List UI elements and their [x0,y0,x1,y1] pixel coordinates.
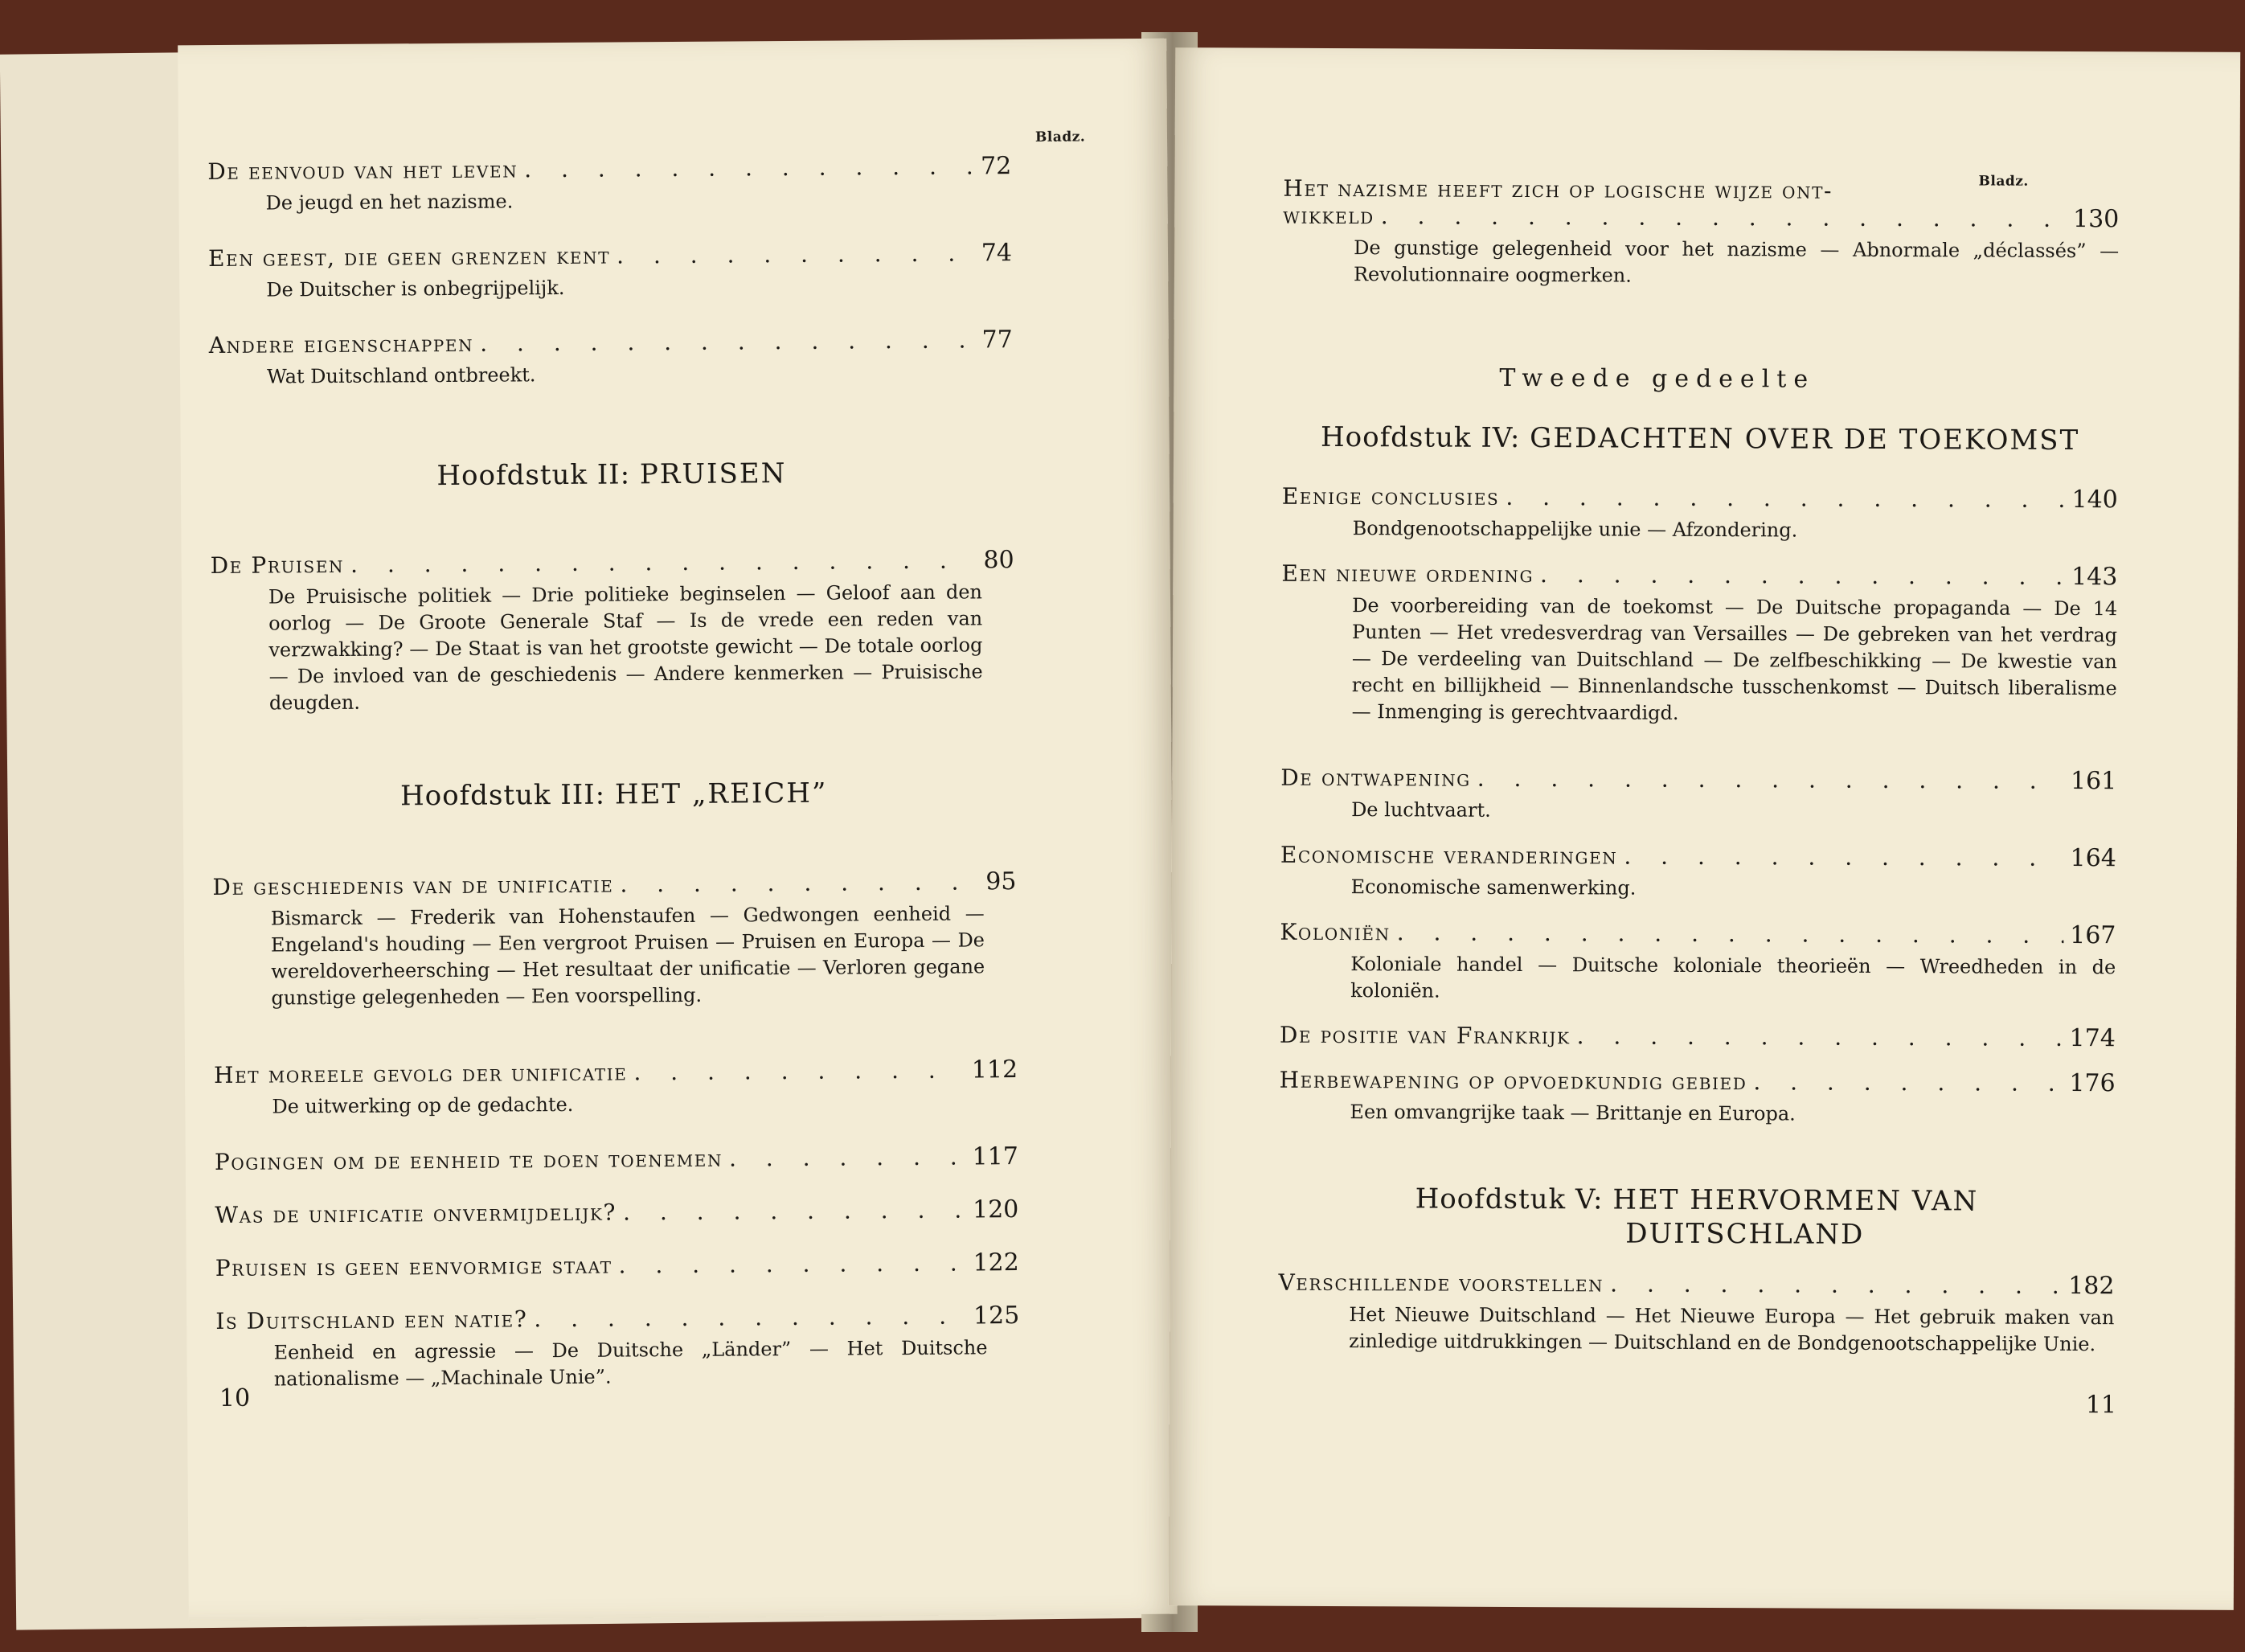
entry-page: 140 [2071,485,2118,514]
leader-dots [1540,561,2065,590]
leader-dots [729,1144,966,1172]
entry-page: 161 [2070,766,2117,796]
leader-dots [1477,765,2064,794]
toc-entry[interactable] [209,326,1013,391]
toc-entry[interactable] [1280,1021,2116,1053]
entry-page: 167 [2070,920,2116,950]
chapter-label: Hoofdstuk III: [399,778,606,813]
entry-summary: Wat Duitschland ontbreekt. [266,363,536,388]
entry-title-continued: wikkeld [1283,202,1374,230]
leader-dots [617,240,975,269]
chapter-label: Hoofdstuk IV: [1320,420,1521,454]
leader-dots [350,547,977,577]
chapter-label: Hoofdstuk II: [436,458,631,493]
leader-dots [534,1303,967,1333]
entry-summary: De gunstige gelegenheid voor het nazisme — Abnormale „déclassés” — Revolutionnaire oogmerken. [1353,236,2120,287]
part-title: Tweede gedeelte [1499,363,1816,394]
toc-entry[interactable] [208,239,1012,304]
entry-title: Pruisen is geen eenvormige staat [215,1252,612,1282]
entry-page: 77 [981,326,1013,355]
entry-summary: Koloniale handel — Duitsche koloniale theorieën — Wreedheden in de koloniën. [1350,953,2116,1002]
entry-title: Herbewapening op opvoedkundig gebied [1279,1066,1747,1096]
entry-title: Koloniën [1280,918,1391,946]
entry-page: 112 [971,1056,1018,1084]
chapter-heading [212,776,1016,814]
leader-dots [1381,203,2067,232]
entry-title: Economische veranderingen [1280,841,1618,870]
toc-entry[interactable] [207,152,1011,217]
entry-page: 80 [983,546,1014,575]
leader-dots [480,326,976,356]
entry-title: Verschillende voorstellen [1278,1269,1604,1297]
bladz-label: Bladz. [1034,129,1086,146]
entry-title: Het moreele gevolg der unificatie [214,1059,628,1089]
right-page [1169,47,2240,1610]
toc-entry[interactable] [215,1142,1018,1176]
entry-page: 122 [973,1248,1019,1277]
leader-dots [1506,484,2065,513]
leader-dots [623,1197,966,1226]
chapter-heading [1279,1182,2115,1253]
toc-entry[interactable] [215,1302,1020,1393]
toc-entry[interactable] [1280,918,2116,1008]
entry-summary: De luchtvaart. [1351,798,1491,822]
toc-entry[interactable] [215,1248,1019,1282]
toc-entry[interactable] [212,867,1017,1012]
page-number: 10 [219,1383,251,1412]
chapter-title: HET HERVORMEN VAN [1612,1183,1979,1218]
entry-title: Een nieuwe ordening [1281,560,1534,588]
left-page [178,39,1178,1621]
toc-entry[interactable] [1281,560,2118,729]
entry-page: 130 [2072,204,2120,234]
leader-dots [1397,919,2064,949]
leader-dots [1610,1270,2062,1298]
leader-dots [524,153,974,182]
entry-summary: Eenheid en agressie — De Duitsche „Länder” — Het Duitsche nationalisme — „Machinale Unie”. [273,1336,988,1391]
entry-page: 143 [2071,562,2118,592]
entry-summary: Een omvangrijke taak — Brittanje en Europa. [1350,1101,1796,1125]
toc-entry[interactable] [1278,1269,2114,1359]
entry-page: 125 [973,1302,1020,1330]
chapter-title: HET „REICH” [614,777,828,811]
entry-page: 74 [981,239,1013,268]
entry-summary: De Pruisische politiek — Drie politieke beginselen — Geloof aan den oorlog — De Groote Generale Staf — Is de vrede een reden van verzwakking? — De Staat is van het grootste gewicht — De totale oorlog — De invloed van de geschiedenis — Andere kenmerken — Pruisische deugden. [268,580,983,715]
entry-page: 174 [2069,1023,2116,1053]
leader-dots [1624,843,2063,871]
entry-summary: Bondgenootschappelijke unie — Afzondering. [1352,517,1798,542]
leader-dots [1753,1068,2063,1097]
chapter-label: Hoofdstuk V: [1415,1183,1604,1216]
entry-page: 176 [2069,1068,2116,1098]
toc-entry[interactable] [214,1056,1018,1121]
entry-title: De positie van Frankrijk [1279,1021,1571,1050]
entry-title: Is Duitschland een natie? [215,1306,528,1335]
entry-summary: De voorbereiding van de toekomst — De Duitsche propaganda — De 14 Punten — Het vredesverdrag van Versailles — De gebreken van het verdrag — De verdeeling van Duitschland — De zelfbeschikking — De kwestie van recht en billijkheid — Binnenlandsche tusschenkomst — Duitsch liberalisme — Inmenging is gerechtvaardigd. [1351,594,2118,724]
leader-dots [1577,1023,2063,1051]
entry-title: Andere eigenschappen [208,330,474,359]
chapter-heading [210,456,1014,494]
entry-title: Was de unificatie onvermijdelijk? [215,1199,617,1229]
entry-title: De ontwapening [1280,764,1471,792]
toc-entry[interactable] [1280,841,2116,904]
entry-summary: Economische samenwerking. [1350,875,1637,900]
toc-entry[interactable] [1282,482,2118,546]
entry-page: 95 [985,867,1017,896]
entry-title: De geschiedenis van de unificatie [212,871,614,901]
chapter-title-continued: DUITSCHLAND [1625,1217,1865,1251]
entry-summary: Bismarck — Frederik van Hohenstaufen — Gedwongen eenheid — Engeland's houding — Een vergroot Pruisen — Pruisen en Europa — De wereldoverheersching — Het resultaat der unificatie — Verloren gegane gunstige gelegenheden — Een voorspelling. [270,902,985,1010]
entry-title: Het nazisme heeft zich op logische wijze ont- [1283,174,1833,204]
entry-title: Pogingen om de eenheid te doen toenemen [214,1145,723,1176]
leader-dots [620,868,979,897]
entry-title: De Pruisen [210,551,345,580]
toc-entry[interactable] [1283,175,2120,292]
entry-title: De eenvoud van het leven [207,156,518,186]
entry-page: 164 [2070,843,2116,873]
page-number: 11 [2085,1391,2117,1420]
entry-page: 182 [2068,1271,2115,1301]
toc-entry[interactable] [215,1195,1018,1229]
leader-dots [618,1250,966,1279]
toc-entry[interactable] [211,546,1015,717]
chapter-title: GEDACHTEN OVER DE TOEKOMST [1530,422,2080,457]
entry-page: 120 [972,1195,1019,1224]
entry-summary: Het Nieuwe Duitschland — Het Nieuwe Europa — Het gebruik maken van zinledige uitdrukkingen — Duitschland en de Bondgenootschappelijke Unie. [1349,1303,2115,1356]
entry-page: 117 [972,1142,1018,1171]
entry-page: 72 [980,152,1012,181]
toc-entry[interactable] [1279,1066,2115,1129]
chapter-title: PRUISEN [639,457,787,491]
entry-title: Eenige conclusies [1281,482,1500,510]
toc-entry[interactable] [1280,764,2116,827]
entry-title: Een geest, die geen grenzen kent [207,242,611,273]
leader-dots [633,1057,965,1086]
bladz-label: Bladz. [1978,173,2029,190]
entry-summary: De uitwerking op de gedachte. [272,1092,574,1118]
entry-summary: De Duitscher is onbegrijpelijk. [266,276,565,301]
entry-summary: De jeugd en het nazisme. [265,190,514,215]
chapter-heading [1282,421,2118,457]
